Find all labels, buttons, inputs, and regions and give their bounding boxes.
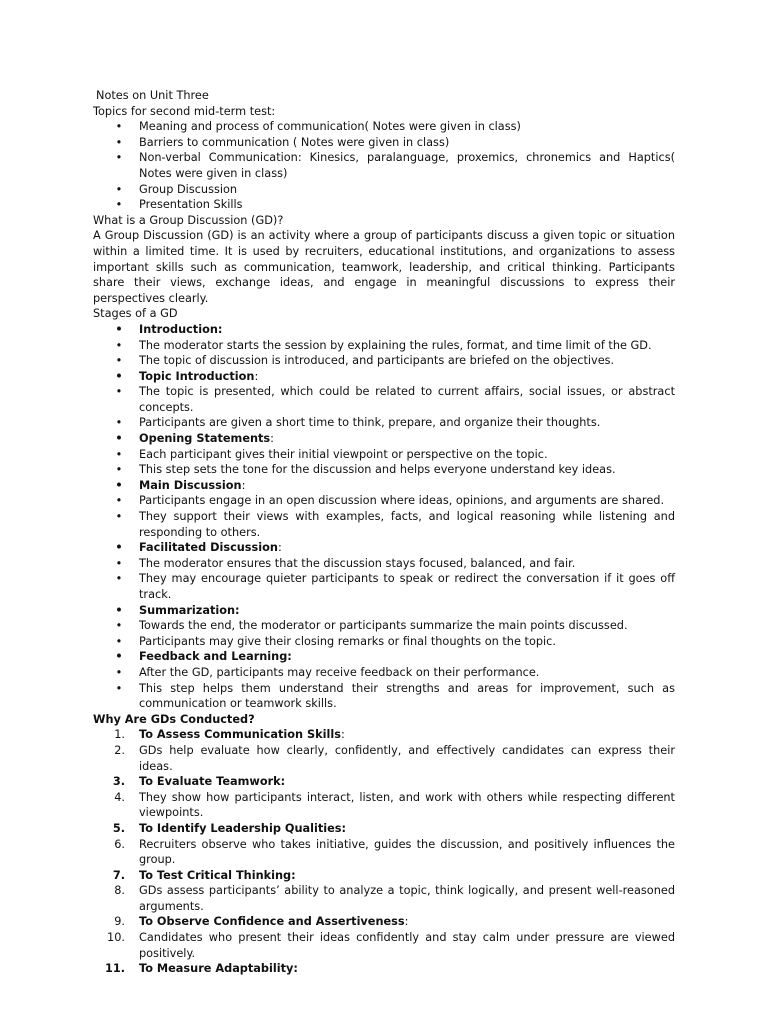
numbered-item-text: To Test Critical Thinking: bbox=[139, 868, 296, 882]
why-heading: Why Are GDs Conducted? bbox=[93, 712, 255, 726]
list-item bbox=[93, 353, 675, 369]
topics-list bbox=[93, 119, 675, 213]
list-item-text: Participants engage in an open discussion where ideas, opinions, and arguments are shared. bbox=[139, 494, 665, 508]
bullet-icon: • bbox=[115, 541, 123, 555]
bullet-icon: • bbox=[115, 338, 123, 352]
bullet-icon: • bbox=[115, 354, 123, 368]
numbered-item bbox=[93, 837, 675, 868]
list-item bbox=[93, 634, 675, 650]
bullet-icon: • bbox=[115, 603, 123, 617]
numbered-item-text: GDs help evaluate how clearly, confidently, and effectively candidates can express their ideas. bbox=[139, 743, 675, 773]
list-item bbox=[93, 493, 675, 509]
bullet-icon: • bbox=[115, 634, 123, 648]
bullet-icon: • bbox=[115, 322, 123, 336]
bullet-icon: • bbox=[115, 572, 123, 586]
list-item-text: After the GD, participants may receive feedback on their performance. bbox=[139, 665, 540, 679]
bullet-icon: • bbox=[115, 135, 123, 149]
list-item bbox=[93, 665, 675, 681]
list-item bbox=[93, 447, 675, 463]
list-item-text: Participants are given a short time to think, prepare, and organize their thoughts. bbox=[139, 416, 601, 430]
list-item bbox=[93, 603, 675, 619]
numbered-item bbox=[93, 774, 675, 790]
bullet-icon: • bbox=[115, 369, 123, 383]
list-item-text: The moderator starts the session by explaining the rules, format, and time limit of the GD. bbox=[139, 338, 652, 352]
list-item-text: The moderator ensures that the discussion stays focused, balanced, and fair. bbox=[139, 556, 576, 570]
list-item bbox=[93, 150, 675, 181]
item-number: 2. bbox=[114, 743, 125, 757]
numbered-item-suffix: : bbox=[404, 915, 409, 929]
numbered-item bbox=[93, 743, 675, 774]
list-item-text: Meaning and process of communication( Notes were given in class) bbox=[139, 120, 521, 134]
bullet-icon: • bbox=[115, 385, 123, 399]
bullet-icon: • bbox=[115, 556, 123, 570]
stages-heading: Stages of a GD bbox=[93, 307, 178, 321]
list-item-text: Participants may give their closing remarks or final thoughts on the topic. bbox=[139, 634, 556, 648]
list-item bbox=[93, 618, 675, 634]
list-item bbox=[93, 182, 675, 198]
list-item bbox=[93, 509, 675, 540]
list-item-text: Introduction: bbox=[139, 322, 223, 336]
numbered-item-text: To Identify Leadership Qualities: bbox=[139, 821, 347, 835]
list-item-text: Feedback and Learning: bbox=[139, 650, 292, 664]
bullet-icon: • bbox=[115, 510, 123, 524]
list-item bbox=[93, 431, 675, 447]
topics-intro: Topics for second mid-term test: bbox=[93, 104, 276, 118]
list-item-text: The topic is presented, which could be related to current affairs, social issues, or abstract concepts. bbox=[139, 385, 675, 414]
bullet-icon: • bbox=[115, 650, 123, 664]
list-item-text: Each participant gives their initial viewpoint or perspective on the topic. bbox=[139, 447, 548, 461]
list-item-text: Main Discussion bbox=[139, 478, 242, 492]
numbered-item-text: They show how participants interact, listen, and work with others while respecting different viewpoints. bbox=[139, 790, 675, 820]
list-item-text: Summarization: bbox=[139, 603, 240, 617]
list-item-text: Group Discussion bbox=[139, 182, 238, 196]
bullet-icon: • bbox=[115, 182, 123, 196]
gd-question: What is a Group Discussion (GD)? bbox=[93, 213, 284, 227]
list-item-text: Opening Statements bbox=[139, 432, 271, 446]
numbered-item bbox=[93, 727, 675, 743]
item-number: 10. bbox=[107, 931, 125, 945]
bullet-icon: • bbox=[115, 494, 123, 508]
numbered-item bbox=[93, 821, 675, 837]
numbered-item-suffix: : bbox=[341, 728, 345, 742]
list-item-text: Towards the end, the moderator or participants summarize the main points discussed. bbox=[139, 619, 628, 633]
bullet-icon: • bbox=[115, 151, 123, 165]
item-number: 5. bbox=[112, 821, 125, 835]
bullet-icon: • bbox=[115, 619, 123, 633]
numbered-item bbox=[93, 790, 675, 821]
list-item bbox=[93, 649, 675, 665]
list-item-suffix: : bbox=[270, 432, 274, 446]
list-item-text: The topic of discussion is introduced, and participants are briefed on the objectives. bbox=[139, 354, 615, 368]
list-item-suffix: : bbox=[277, 541, 282, 555]
numbered-item-text: To Evaluate Teamwork: bbox=[139, 775, 286, 789]
numbered-item-text: To Observe Confidence and Assertiveness bbox=[139, 915, 405, 929]
numbered-item bbox=[93, 914, 675, 930]
document-heading: Notes on Unit Three bbox=[96, 89, 209, 102]
list-item bbox=[93, 384, 675, 415]
list-item bbox=[93, 415, 675, 431]
list-item-suffix: : bbox=[241, 478, 246, 492]
bullet-icon: • bbox=[115, 681, 123, 695]
list-item-text: They support their views with examples, facts, and logical reasoning while listening and responding to others. bbox=[139, 510, 675, 539]
list-item bbox=[93, 681, 675, 712]
list-item-text: Presentation Skills bbox=[139, 198, 243, 212]
item-number: 3. bbox=[112, 775, 125, 789]
stages-list bbox=[93, 322, 675, 712]
numbered-item-text: Recruiters observe who takes initiative, guides the discussion, and positively influences the group. bbox=[139, 837, 675, 867]
list-item-text: Facilitated Discussion bbox=[139, 541, 278, 555]
numbered-item bbox=[93, 961, 675, 977]
list-item bbox=[93, 369, 675, 385]
bullet-icon: • bbox=[115, 432, 123, 446]
list-item-text: Non-verbal Communication: Kinesics, paralanguage, proxemics, chronemics and Haptics( Notes were given in class) bbox=[139, 151, 675, 180]
bullet-icon: • bbox=[115, 416, 123, 430]
list-item-text: This step sets the tone for the discussion and helps everyone understand key ideas. bbox=[139, 463, 616, 477]
list-item bbox=[93, 540, 675, 556]
item-number: 11. bbox=[104, 962, 125, 976]
numbered-item-text: Candidates who present their ideas confidently and stay calm under pressure are viewed positively. bbox=[139, 931, 675, 960]
why-list bbox=[93, 727, 675, 977]
list-item-text: This step helps them understand their strengths and areas for improvement, such as communication or teamwork skills. bbox=[139, 681, 675, 711]
item-number: 1. bbox=[114, 728, 125, 742]
bullet-icon: • bbox=[115, 447, 123, 461]
list-item bbox=[93, 556, 675, 572]
bullet-icon: • bbox=[115, 120, 123, 134]
item-number: 8. bbox=[114, 884, 125, 898]
list-item bbox=[93, 478, 675, 494]
list-item bbox=[93, 571, 675, 602]
list-item bbox=[93, 119, 675, 135]
numbered-item bbox=[93, 883, 675, 914]
list-item-suffix: : bbox=[254, 369, 259, 383]
document-page bbox=[93, 88, 675, 977]
item-number: 7. bbox=[112, 868, 125, 882]
bullet-icon: • bbox=[115, 463, 123, 477]
numbered-item-text: GDs assess participants’ ability to analyze a topic, think logically, and present well-reasoned arguments. bbox=[139, 884, 675, 913]
numbered-item bbox=[93, 930, 675, 961]
numbered-item-text: To Assess Communication Skills bbox=[139, 728, 342, 742]
list-item bbox=[93, 462, 675, 478]
numbered-item-text: To Measure Adaptability: bbox=[139, 962, 298, 976]
list-item bbox=[93, 135, 675, 151]
item-number: 6. bbox=[114, 837, 125, 851]
list-item-text: They may encourage quieter participants to speak or redirect the conversation if it goes off track. bbox=[139, 572, 675, 601]
bullet-icon: • bbox=[115, 665, 123, 679]
list-item bbox=[93, 338, 675, 354]
item-number: 9. bbox=[114, 915, 125, 929]
numbered-item bbox=[93, 868, 675, 884]
list-item-text: Topic Introduction bbox=[139, 369, 255, 383]
list-item bbox=[93, 197, 675, 213]
list-item-text: Barriers to communication ( Notes were given in class) bbox=[139, 135, 450, 149]
list-item bbox=[93, 322, 675, 338]
item-number: 4. bbox=[114, 790, 125, 804]
bullet-icon: • bbox=[115, 198, 123, 212]
gd-definition: A Group Discussion (GD) is an activity where a group of participants discuss a given topic or situation within a limited time. It is used by recruiters, educational institutions, and organizations to assess important skills such as communication, teamwork, leadership, and critical thinking. Participants share their views, exchange ideas, and engage in meaningful discussions to express their perspectives clearly. bbox=[93, 229, 675, 305]
bullet-icon: • bbox=[115, 478, 123, 492]
